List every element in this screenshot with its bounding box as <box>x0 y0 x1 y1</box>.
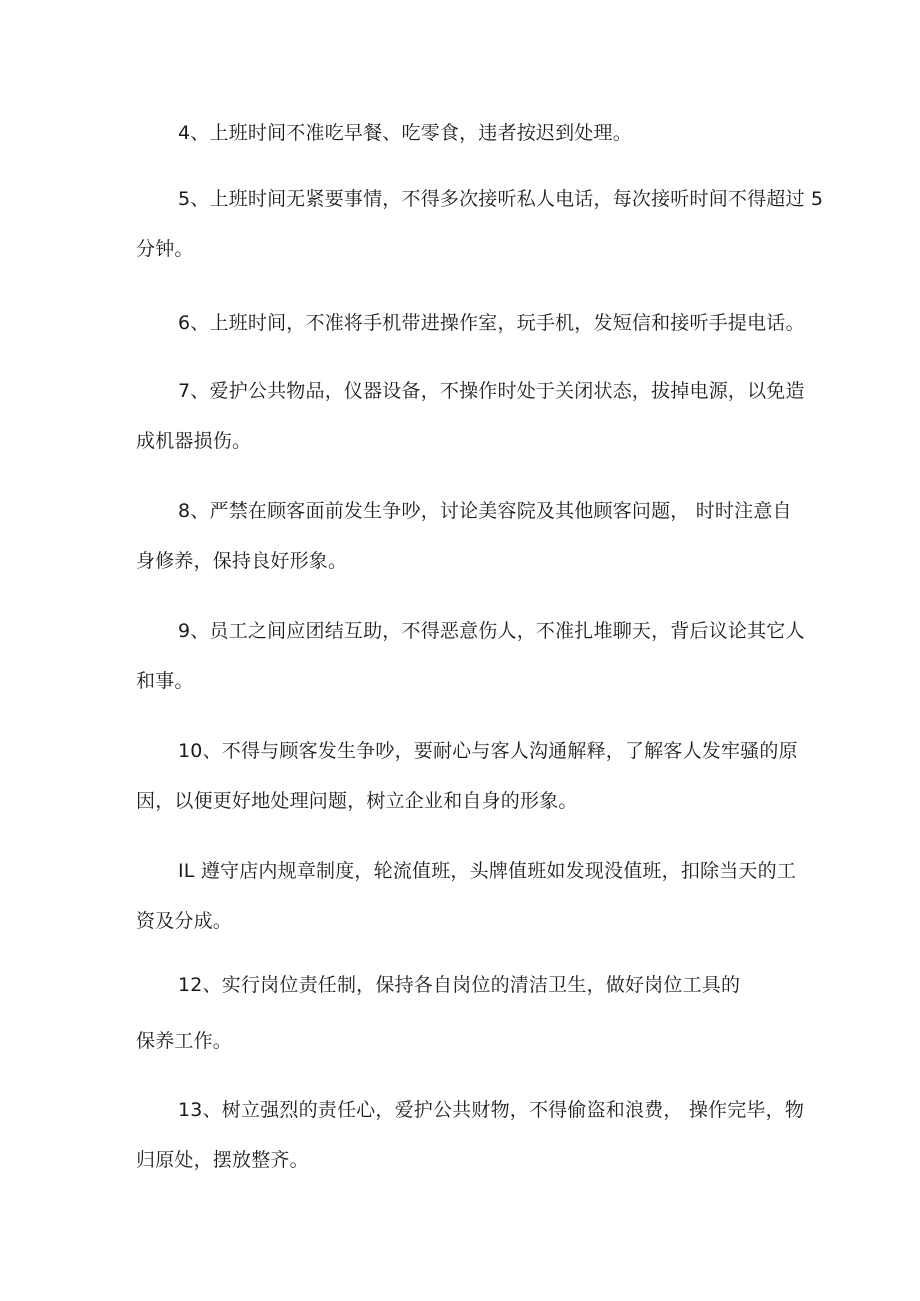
rule-paragraph-7 <box>136 366 805 466</box>
paragraph-line: 归原处，摆放整齐。 <box>136 1149 309 1171</box>
paragraph-line: 5、上班时间无紧要事情，不得多次接听私人电话，每次接听时间不得超过 5 <box>178 188 824 210</box>
paragraph-line: 成机器损伤。 <box>136 430 252 452</box>
paragraph-line: 9、员工之间应团结互助，不得恶意伤人，不准扎堆聊天，背后议论其它人 <box>178 620 805 642</box>
paragraph-line: 保养工作。 <box>136 1030 233 1052</box>
paragraph-line: 身修养，保持良好形象。 <box>136 550 348 572</box>
paragraph-line: 资及分成。 <box>136 910 233 932</box>
rule-paragraph-6 <box>136 298 805 348</box>
paragraph-line: 4、上班时间不准吃早餐、吃零食，违者按迟到处理。 <box>178 122 632 144</box>
rule-paragraph-5 <box>136 174 824 274</box>
rule-paragraph-8 <box>136 486 792 586</box>
rule-paragraph-12 <box>136 960 786 1010</box>
rule-paragraph-13 <box>136 1085 805 1185</box>
paragraph-line: 6、上班时间，不准将手机带进操作室，玩手机，发短信和接听手提电话。 <box>178 312 805 334</box>
paragraph-line: 10、不得与顾客发生争吵，要耐心与客人沟通解释，了解客人发牢骚的原 <box>178 740 798 762</box>
rule-paragraph-10 <box>136 726 798 826</box>
rule-paragraph-11 <box>136 846 797 946</box>
rule-paragraph-12-continued <box>136 1016 786 1066</box>
paragraph-line: 和事。 <box>136 670 194 692</box>
paragraph-line: 12、实行岗位责任制，保持各自岗位的清洁卫生，做好岗位工具的 <box>178 974 741 996</box>
paragraph-line: IL 遵守店内规章制度，轮流值班，头牌值班如发现没值班，扣除当天的工 <box>178 860 797 882</box>
paragraph-line: 7、爱护公共物品，仪器设备，不操作时处于关闭状态，拔掉电源，以免造 <box>178 380 805 402</box>
rule-paragraph-4 <box>136 108 786 158</box>
paragraph-line: 8、严禁在顾客面前发生争吵，讨论美容院及其他顾客问题， 时时注意自 <box>178 500 792 522</box>
paragraph-line: 分钟。 <box>136 238 194 260</box>
paragraph-line: 13、树立强烈的责任心，爱护公共财物，不得偷盗和浪费， 操作完毕，物 <box>178 1099 805 1121</box>
rule-paragraph-9 <box>136 606 805 706</box>
paragraph-line: 因，以便更好地处理问题，树立企业和自身的形象。 <box>136 790 578 812</box>
